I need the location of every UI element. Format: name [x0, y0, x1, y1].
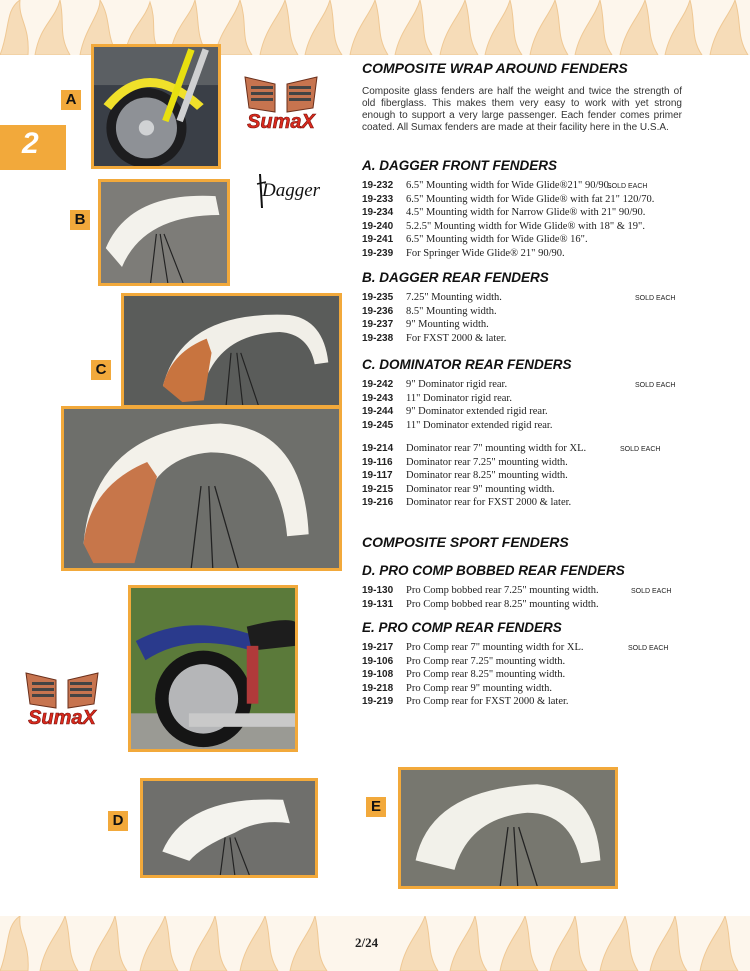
letter-d: D: [108, 811, 128, 831]
part-description: For FXST 2000 & later.: [406, 332, 507, 344]
sold-each-label: SOLD EACH: [620, 446, 661, 453]
dominator-rear-section: [362, 357, 682, 510]
dagger-front-list: [362, 179, 682, 260]
part-row: [362, 695, 682, 709]
part-number: 19-241: [362, 234, 394, 245]
part-row: [362, 291, 682, 305]
part-row: [362, 598, 682, 612]
part-description: 9" Dominator rigid rear.: [406, 379, 508, 390]
photo-front-fender: [91, 44, 221, 169]
part-description: Dominator rear 8.25" mounting width.: [406, 470, 568, 481]
part-number: 19-239: [362, 247, 394, 259]
photo-dagger-rear-fender: [98, 179, 230, 286]
part-number: 19-131: [362, 598, 394, 610]
sumax-logo-bottom: [16, 668, 108, 730]
part-description: 8.5" Mounting width.: [406, 305, 497, 317]
part-row: [362, 378, 682, 392]
part-row: [362, 392, 682, 406]
part-description: 4.5" Mounting width for Narrow Glide® with 21" 90/90.: [406, 207, 646, 218]
part-row: [362, 206, 682, 220]
part-row: [362, 496, 682, 510]
part-row: [362, 193, 682, 207]
composite-sport-title: COMPOSITE SPORT FENDERS: [362, 534, 569, 550]
part-number: 19-215: [362, 483, 394, 495]
part-number: 19-244: [362, 406, 394, 417]
part-description: For Springer Wide Glide® 21" 90/90.: [406, 247, 565, 259]
part-row: [362, 469, 682, 483]
part-row: [362, 442, 682, 456]
part-number: 19-218: [362, 682, 394, 694]
photo-pro-comp-rear-fender: [398, 767, 618, 889]
part-number: 19-116: [362, 456, 393, 468]
part-row: [362, 668, 682, 682]
part-description: Dominator rear 9" mounting width.: [406, 483, 555, 495]
pro-comp-bobbed-list: [362, 584, 682, 611]
part-number: 19-245: [362, 419, 394, 431]
dagger-front-title: A. DAGGER FRONT FENDERS: [362, 158, 558, 173]
part-number: 19-214: [362, 443, 394, 454]
part-number: 19-219: [362, 696, 394, 707]
part-number: 19-243: [362, 392, 394, 404]
part-row: [362, 405, 682, 419]
part-row: [362, 682, 682, 696]
composite-sport-section: [362, 534, 682, 550]
part-number: 19-217: [362, 642, 394, 653]
letter-b: B: [70, 210, 90, 230]
part-description: Pro Comp bobbed rear 8.25" mounting width.: [406, 598, 599, 610]
photo-motorcycle-rear: [128, 585, 298, 752]
part-number: 19-108: [362, 669, 394, 680]
part-row: [362, 247, 682, 261]
part-row: [362, 483, 682, 497]
part-description: 11" Dominator rigid rear.: [406, 392, 512, 404]
section-number: 2: [22, 127, 39, 160]
dominator-rear-title: C. DOMINATOR REAR FENDERS: [362, 357, 572, 372]
part-description: Pro Comp rear 8.25" mounting width.: [406, 669, 566, 680]
part-row: [362, 584, 682, 598]
sold-each-label: SOLD EACH: [631, 588, 672, 595]
part-description: 6.5" Mounting width for Wide Glide® with fat 21" 120/70.: [406, 193, 655, 205]
part-number: 19-232: [362, 180, 394, 191]
sold-each-label: SOLD EACH: [635, 295, 676, 302]
pro-comp-bobbed-title: D. PRO COMP BOBBED REAR FENDERS: [362, 563, 625, 578]
part-description: 5.2.5" Mounting width for Wide Glide® with 18" & 19".: [406, 220, 645, 232]
part-description: Dominator rear for FXST 2000 & later.: [406, 497, 572, 508]
part-row: [362, 179, 682, 193]
sold-each-label: SOLD EACH: [607, 183, 648, 190]
part-number: 19-236: [362, 305, 394, 317]
dagger-rear-list: [362, 291, 682, 345]
part-description: Pro Comp rear 7" mounting width for XL.: [406, 642, 584, 653]
dagger-front-section: [362, 158, 682, 260]
letter-e: E: [366, 797, 386, 817]
part-number: 19-130: [362, 585, 394, 596]
pro-comp-bobbed-section: [362, 563, 682, 611]
part-row: [362, 220, 682, 234]
part-description: 11" Dominator extended rigid rear.: [406, 419, 553, 431]
part-description: 6.5" Mounting width for Wide Glide® 16".: [406, 234, 588, 245]
sold-each-label: SOLD EACH: [628, 645, 669, 652]
part-row: [362, 655, 682, 669]
section-tab: [0, 125, 66, 170]
part-number: 19-117: [362, 470, 393, 481]
pro-comp-rear-list: [362, 641, 682, 709]
composite-wrap-title: COMPOSITE WRAP AROUND FENDERS: [362, 60, 628, 76]
composite-wrap-intro: Composite glass fenders are half the weight and twice the strength of old fiberglass. This makes them very easy to work with yet strong enough to support a very large passenger. Each fender comes primer coated. All Sumax fenders are made at their facility here in the U.S.A.: [362, 86, 682, 133]
dagger-logo: [252, 170, 322, 212]
part-number: 19-234: [362, 207, 394, 218]
sumax-logo-top: [235, 72, 327, 134]
part-row: [362, 641, 682, 655]
part-description: 9" Mounting width.: [406, 319, 489, 330]
part-number: 19-235: [362, 292, 394, 303]
dagger-rear-title: B. DAGGER REAR FENDERS: [362, 270, 549, 285]
part-description: Pro Comp rear 7.25" mounting width.: [406, 655, 566, 667]
part-description: Dominator rear 7.25" mounting width.: [406, 456, 568, 468]
dominator-rear-list-1: [362, 378, 682, 432]
part-description: Pro Comp bobbed rear 7.25" mounting width.: [406, 585, 599, 596]
part-row: [362, 419, 682, 433]
part-description: Pro Comp rear 9" mounting width.: [406, 682, 553, 694]
part-number: 19-106: [362, 655, 394, 667]
part-row: [362, 305, 682, 319]
part-row: [362, 233, 682, 247]
dagger-logo-text: Dagger: [262, 180, 321, 201]
part-number: 19-233: [362, 193, 394, 205]
page-number: 2/24: [355, 935, 379, 950]
photo-dominator-rear-fender-2: [61, 406, 342, 571]
sumax-logo-text-2: SumaX: [28, 707, 96, 729]
part-number: 19-240: [362, 220, 394, 232]
sold-each-label: SOLD EACH: [635, 382, 676, 389]
letter-a: A: [61, 90, 81, 110]
dagger-rear-section: [362, 270, 682, 345]
part-description: Dominator rear 7" mounting width for XL.: [406, 443, 587, 454]
pro-comp-rear-section: [362, 620, 682, 709]
part-number: 19-237: [362, 319, 394, 330]
part-row: [362, 318, 682, 332]
part-row: [362, 456, 682, 470]
sumax-logo-text: SumaX: [247, 111, 315, 133]
photo-pro-comp-bobbed-fender: [140, 778, 318, 878]
part-description: 6.5" Mounting width for Wide Glide®21" 90/90.: [406, 180, 612, 191]
part-description: Pro Comp rear for FXST 2000 & later.: [406, 696, 569, 707]
letter-c: C: [91, 360, 111, 380]
part-row: [362, 332, 682, 346]
part-description: 7.25" Mounting width.: [406, 292, 502, 303]
part-description: 9" Dominator extended rigid rear.: [406, 406, 548, 417]
part-number: 19-242: [362, 379, 394, 390]
pro-comp-rear-title: E. PRO COMP REAR FENDERS: [362, 620, 562, 635]
photo-dominator-rear-fender-1: [121, 293, 342, 408]
part-number: 19-216: [362, 497, 394, 508]
composite-wrap-section: [362, 60, 682, 134]
part-number: 19-238: [362, 332, 394, 344]
dominator-rear-list-2: [362, 442, 682, 510]
